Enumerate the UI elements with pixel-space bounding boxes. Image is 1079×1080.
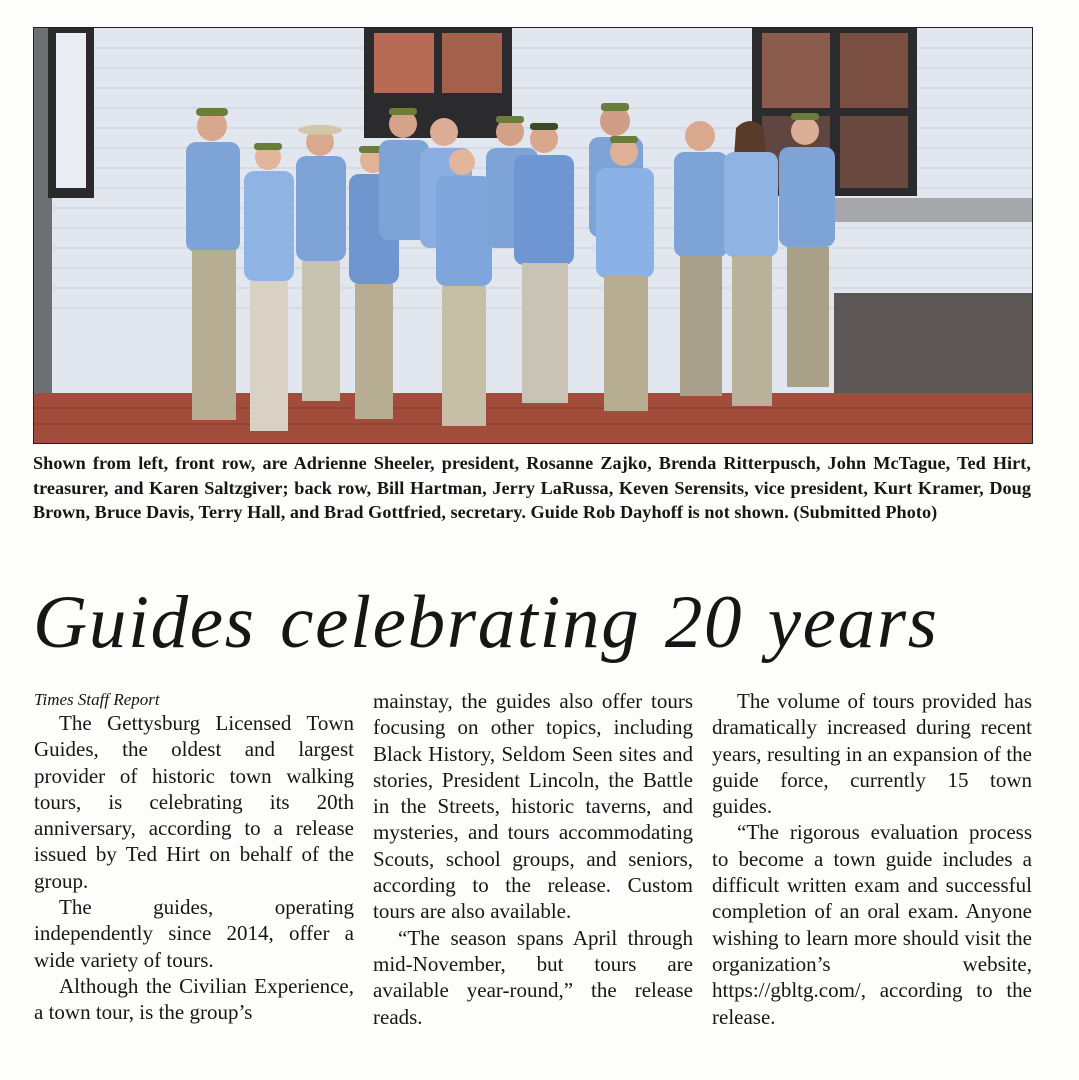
byline: Times Staff Report xyxy=(34,690,160,709)
article-column-3 xyxy=(712,688,1032,1030)
article-paragraph-3-start: Although the Civilian Experience, a town tour, is the group’s xyxy=(34,973,354,1025)
photo-caption: Shown from left, front row, are Adrienne Sheeler, president, Rosanne Zajko, Brenda Ritterpusch, John McTague, Ted Hirt, treasurer, and Karen Saltzgiver; back row, Bill Hartman, Jerry LaRussa, Keven Serensits, vice president, Kurt Kramer, Doug Brown, Bruce Davis, Terry Hall, and Brad Gottfried, secretary. Guide Rob Dayhoff is not shown. (Submitted Photo) xyxy=(33,453,1031,522)
article-paragraph-4: “The season spans April through mid-November, but tours are available year-round,” the release reads. xyxy=(373,925,693,1029)
article-paragraph-6: “The rigorous evaluation process to become a town guide includes a difficult written exam and successful completion of an oral exam. Anyone wishing to learn more should visit the organization’s website, https://gbltg.com/, according to the release. xyxy=(712,820,1032,1029)
group-photo-illustration xyxy=(34,28,1032,443)
article-column-1 xyxy=(34,690,354,1026)
article-paragraph-2: The guides, operating independently since 2014, offer a wide variety of tours. xyxy=(34,895,354,972)
group-photo xyxy=(33,27,1033,444)
headline: Guides celebrating 20 years xyxy=(33,581,939,664)
article-paragraph-5: The volume of tours provided has dramatically increased during recent years, resulting in an expansion of the guide force, currently 15 town guides. xyxy=(712,689,1032,819)
article-paragraph-3-continued: mainstay, the guides also offer tours focusing on other topics, including Black History, Seldom Seen sites and stories, President Lincoln, the Battle in the Streets, historic taverns, and mysteries, and tours accommodating Scouts, school groups, and seniors, according to the release. Custom tours are also available. xyxy=(373,689,693,924)
article-column-2 xyxy=(373,688,693,1030)
article-paragraph-1: The Gettysburg Licensed Town Guides, the oldest and largest provider of historic town walking tours, is celebrating its 20th anniversary, according to a release issued by Ted Hirt on behalf of the group. xyxy=(34,711,354,893)
